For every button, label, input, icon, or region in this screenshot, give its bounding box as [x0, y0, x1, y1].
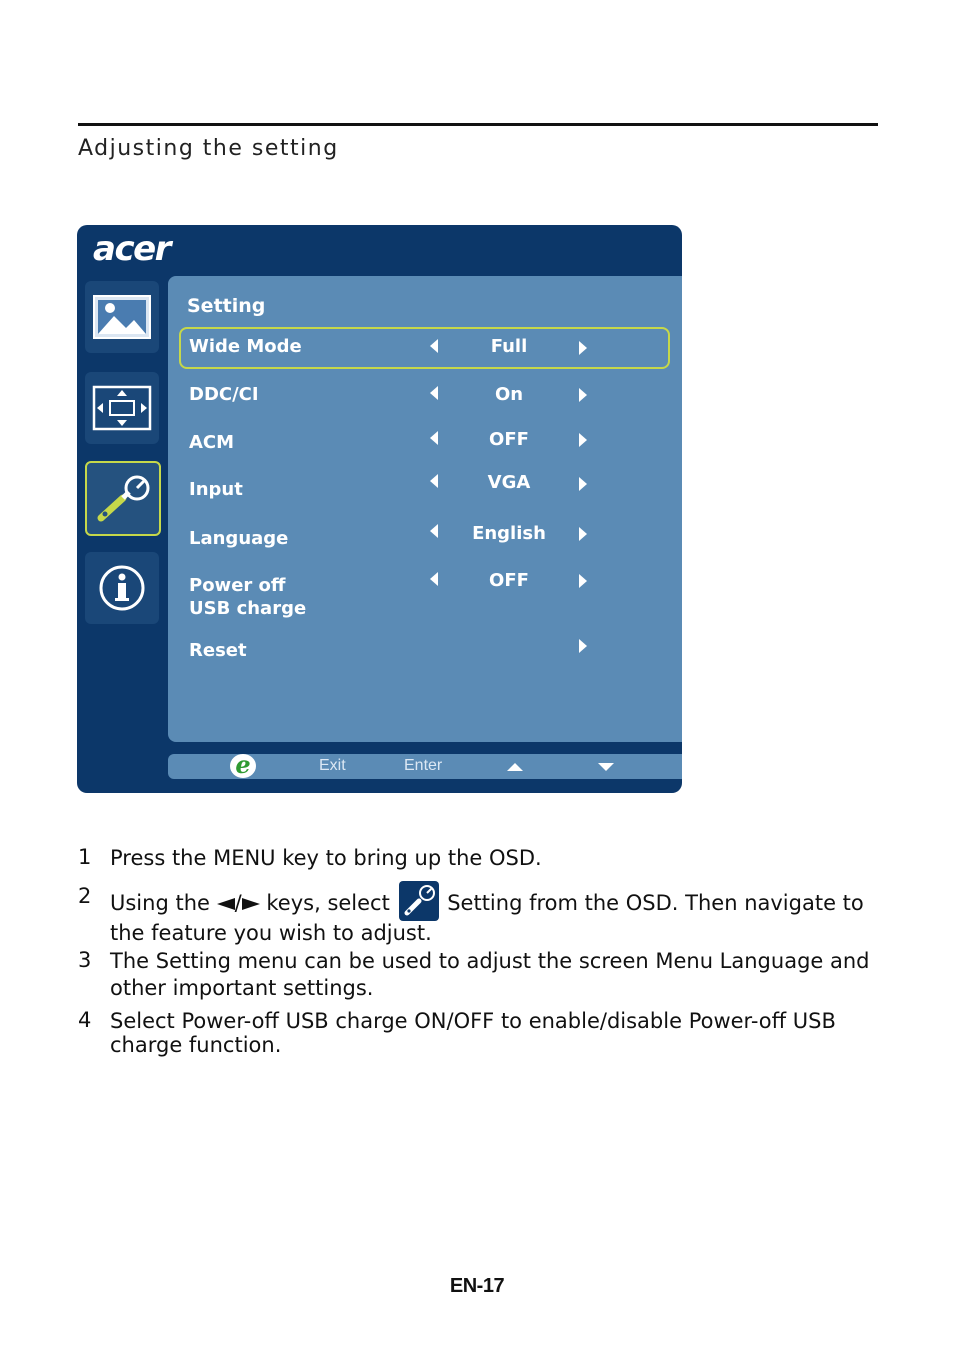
row-label-usb-charge[interactable]: USB charge: [189, 598, 307, 619]
position-icon: [92, 385, 152, 431]
arrow-right-icon[interactable]: [579, 639, 587, 653]
up-arrow-icon[interactable]: [507, 763, 523, 771]
section-title: Adjusting the setting: [78, 136, 339, 161]
arrow-right-icon[interactable]: [579, 341, 587, 355]
picture-icon: [92, 294, 152, 340]
step-text-part: Using the: [110, 891, 210, 915]
row-value-wide-mode: Full: [490, 336, 528, 357]
acer-logo: acer: [93, 229, 170, 269]
step-text: The Setting menu can be used to adjust the screen Menu Language and: [110, 949, 870, 973]
down-arrow-icon[interactable]: [598, 763, 614, 771]
arrow-left-icon[interactable]: [430, 386, 438, 400]
row-label-input[interactable]: Input: [189, 479, 243, 500]
row-value-acm: OFF: [489, 429, 529, 450]
arrow-left-icon[interactable]: [430, 431, 438, 445]
arrow-right-icon[interactable]: [579, 477, 587, 491]
right-key-icon: [242, 898, 260, 910]
setting-icon: [399, 881, 439, 921]
step-text-part: Setting from the OSD. Then navigate to: [447, 891, 864, 915]
step-text-part: keys, select: [266, 891, 390, 915]
row-value-language: English: [472, 523, 546, 544]
exit-button[interactable]: Exit: [319, 757, 346, 774]
row-value-power-off-usb: OFF: [489, 570, 529, 591]
row-label-wide-mode[interactable]: Wide Mode: [189, 336, 302, 357]
row-label-reset[interactable]: Reset: [189, 640, 247, 661]
step-text: Select Power-off USB charge ON/OFF to enable/disable Power-off USB: [110, 1009, 836, 1033]
step-text: [110, 884, 864, 924]
step-text: other important settings.: [110, 976, 374, 1000]
arrow-left-icon[interactable]: [430, 572, 438, 586]
row-value-ddcci: On: [494, 384, 524, 405]
arrow-right-icon[interactable]: [579, 388, 587, 402]
sidebar-item-setting[interactable]: [85, 461, 161, 536]
setting-icon: [93, 474, 153, 524]
top-rule: [78, 123, 878, 126]
empowering-e-icon[interactable]: e: [230, 754, 256, 778]
row-label-language[interactable]: Language: [189, 528, 289, 549]
step-number: 1: [78, 845, 92, 869]
arrow-right-icon[interactable]: [579, 433, 587, 447]
arrow-left-icon[interactable]: [430, 339, 438, 353]
arrow-right-icon[interactable]: [579, 527, 587, 541]
step-text: charge function.: [110, 1033, 282, 1057]
row-label-acm[interactable]: ACM: [189, 432, 235, 453]
step-number: 3: [78, 948, 92, 972]
enter-button[interactable]: Enter: [404, 757, 443, 774]
arrow-left-icon[interactable]: [430, 524, 438, 538]
step-number: 2: [78, 884, 92, 908]
sidebar-item-info[interactable]: [85, 552, 159, 624]
panel-title: Setting: [187, 295, 266, 317]
page-number: EN-17: [449, 1275, 505, 1297]
sidebar-item-picture[interactable]: [85, 281, 159, 353]
settings-panel: [168, 276, 682, 742]
slash-separator: /: [234, 891, 242, 915]
row-value-input: VGA: [487, 472, 531, 493]
step-number: 4: [78, 1008, 92, 1032]
left-key-icon: [217, 898, 235, 910]
row-label-power-off[interactable]: Power off: [189, 575, 286, 596]
arrow-left-icon[interactable]: [430, 474, 438, 488]
osd-footer: [168, 750, 682, 779]
step-text: Press the MENU key to bring up the OSD.: [110, 846, 542, 870]
sidebar-item-position[interactable]: [85, 372, 159, 444]
info-icon: [97, 563, 147, 613]
step-text: the feature you wish to adjust.: [110, 921, 432, 945]
arrow-right-icon[interactable]: [579, 574, 587, 588]
osd-menu: [77, 225, 682, 793]
row-label-ddcci[interactable]: DDC/CI: [189, 384, 259, 405]
